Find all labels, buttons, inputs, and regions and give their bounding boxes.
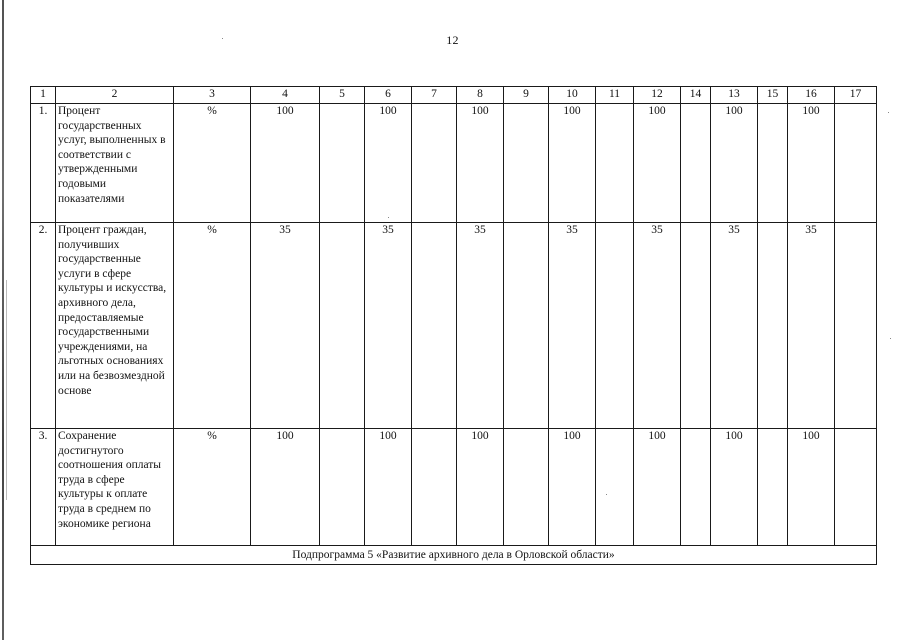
column-header: 6 <box>365 87 412 104</box>
value-cell: 100 <box>549 104 596 223</box>
value-cell: 100 <box>457 104 504 223</box>
table-row <box>31 104 877 223</box>
value-cell: 100 <box>549 429 596 546</box>
value-cell <box>835 429 877 546</box>
column-header: 12 <box>634 87 681 104</box>
row-number: 3. <box>31 429 56 546</box>
value-cell: 100 <box>365 104 412 223</box>
value-cell <box>412 104 457 223</box>
value-cell: 35 <box>634 223 681 429</box>
indicator-name: Сохранение достигнутого соотношения оплаты труда в сфере культуры к оплате труда в среднем по экономике региона <box>56 429 174 546</box>
table-row <box>31 223 877 429</box>
subprogram-row <box>31 546 877 565</box>
value-cell: 100 <box>788 104 835 223</box>
column-header: 7 <box>412 87 457 104</box>
unit-cell: % <box>174 104 251 223</box>
subprogram-title: Подпрограмма 5 «Развитие архивного дела в Орловской области» <box>31 546 877 565</box>
column-header: 16 <box>788 87 835 104</box>
column-header: 13 <box>711 87 758 104</box>
column-header: 9 <box>504 87 549 104</box>
value-cell: 100 <box>634 429 681 546</box>
scan-speck <box>888 112 889 113</box>
row-number: 2. <box>31 223 56 429</box>
scan-edge-line <box>6 280 7 500</box>
indicators-table <box>30 86 877 565</box>
value-cell <box>681 223 711 429</box>
page-number: 12 <box>446 33 459 47</box>
column-header: 1 <box>31 87 56 104</box>
unit-cell: % <box>174 223 251 429</box>
value-cell: 100 <box>711 429 758 546</box>
value-cell: 100 <box>251 104 320 223</box>
column-header: 10 <box>549 87 596 104</box>
column-header: 17 <box>835 87 877 104</box>
value-cell <box>504 223 549 429</box>
value-cell <box>758 429 788 546</box>
value-cell <box>596 104 634 223</box>
value-cell <box>758 223 788 429</box>
value-cell: 35 <box>251 223 320 429</box>
value-cell <box>504 104 549 223</box>
value-cell <box>758 104 788 223</box>
value-cell: 100 <box>788 429 835 546</box>
column-header: 5 <box>320 87 365 104</box>
column-header: 3 <box>174 87 251 104</box>
value-cell: 100 <box>365 429 412 546</box>
value-cell <box>835 223 877 429</box>
value-cell: 100 <box>634 104 681 223</box>
value-cell <box>412 223 457 429</box>
scan-speck <box>890 338 891 339</box>
column-header: 8 <box>457 87 504 104</box>
value-cell <box>596 429 634 546</box>
indicator-name: Процент государственных услуг, выполненных в соответствии с утвержденными годовыми показателями <box>56 104 174 223</box>
value-cell <box>681 104 711 223</box>
column-header: 11 <box>596 87 634 104</box>
value-cell: 100 <box>457 429 504 546</box>
column-header: 4 <box>251 87 320 104</box>
value-cell <box>320 429 365 546</box>
value-cell <box>504 429 549 546</box>
value-cell: 100 <box>251 429 320 546</box>
unit-cell: % <box>174 429 251 546</box>
value-cell: 35 <box>549 223 596 429</box>
value-cell: 35 <box>711 223 758 429</box>
value-cell <box>320 223 365 429</box>
value-cell <box>681 429 711 546</box>
scan-edge-shadow <box>2 0 4 640</box>
value-cell: 35 <box>788 223 835 429</box>
value-cell <box>412 429 457 546</box>
value-cell: 100 <box>711 104 758 223</box>
table-row <box>31 429 877 546</box>
value-cell <box>320 104 365 223</box>
indicator-name: Процент граждан, получивших государственные услуги в сфере культуры и искусства, архивного дела, предоставляемые государственными учреждениями, на льготных основаниях или на безвозмездной основе <box>56 223 174 429</box>
column-header: 2 <box>56 87 174 104</box>
header-row <box>31 87 877 104</box>
row-number: 1. <box>31 104 56 223</box>
column-header: 14 <box>681 87 711 104</box>
value-cell <box>835 104 877 223</box>
column-header: 15 <box>758 87 788 104</box>
value-cell: 35 <box>365 223 412 429</box>
value-cell <box>596 223 634 429</box>
value-cell: 35 <box>457 223 504 429</box>
